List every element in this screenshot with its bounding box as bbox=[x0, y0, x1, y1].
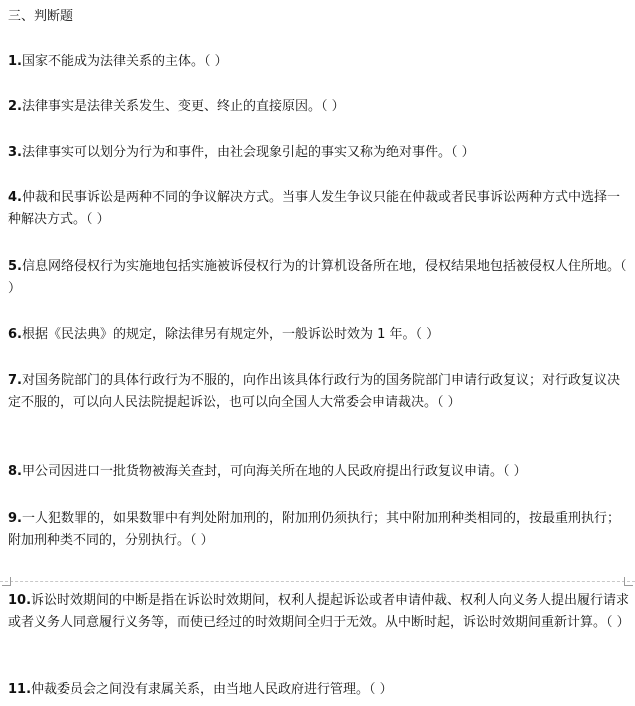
question-text: 信息网络侵权行为实施地包括实施被诉侵权行为的计算机设备所在地，侵权结果地包括被侵权人住所地。（ ） bbox=[8, 259, 627, 296]
question-number: 3. bbox=[8, 145, 22, 160]
section-title: 三、判断题 bbox=[8, 9, 74, 24]
question-text: 法律事实是法律关系发生、变更、终止的直接原因。（ ） bbox=[21, 99, 345, 114]
question-8 bbox=[8, 461, 630, 483]
question-text: 一人犯数罪的，如果数罪中有判处附加刑的，附加刑仍须执行；其中附加刑种类相同的，按最重刑执行；附加刑种类不同的，分别执行。（ ） bbox=[8, 511, 620, 548]
question-2 bbox=[8, 96, 630, 118]
question-text: 诉讼时效期间的中断是指在诉讼时效期间，权利人提起诉讼或者申请仲裁、权利人向义务人提出履行请求或者义务人同意履行义务等，而使已经过的时效期间全归于无效。从中断时起，诉讼时效期间重新计算。（ ） bbox=[8, 593, 630, 630]
question-4 bbox=[8, 187, 630, 231]
question-number: 10. bbox=[8, 593, 32, 608]
question-number: 6. bbox=[8, 327, 22, 342]
question-7 bbox=[8, 370, 630, 414]
question-6 bbox=[8, 324, 630, 346]
question-number: 5. bbox=[8, 259, 22, 274]
question-number: 4. bbox=[8, 190, 22, 205]
question-text: 对国务院部门的具体行政行为不服的，向作出该具体行政行为的国务院部门申请行政复议；对行政复议决定不服的，可以向人民法院提起诉讼，也可以向全国人大常委会申请裁决。（ ） bbox=[8, 373, 620, 410]
question-number: 2. bbox=[8, 99, 22, 114]
question-9 bbox=[8, 508, 630, 552]
page-corner-left-mark bbox=[2, 577, 11, 586]
question-number: 1. bbox=[8, 54, 22, 69]
question-text: 仲裁委员会之间没有隶属关系，由当地人民政府进行管理。（ ） bbox=[31, 682, 393, 697]
question-number: 8. bbox=[8, 464, 22, 479]
question-text: 仲裁和民事诉讼是两种不同的争议解决方式。当事人发生争议只能在仲裁或者民事诉讼两种方式中选择一种解决方式。（ ） bbox=[8, 190, 620, 227]
question-text: 国家不能成为法律关系的主体。（ ） bbox=[21, 54, 228, 69]
question-11 bbox=[8, 679, 630, 701]
page-corner-right-mark bbox=[624, 577, 633, 586]
question-5 bbox=[8, 256, 630, 300]
question-number: 9. bbox=[8, 511, 22, 526]
page-break-line bbox=[0, 581, 635, 582]
question-text: 甲公司因进口一批货物被海关查封，可向海关所在地的人民政府提出行政复议申请。（ ） bbox=[21, 464, 527, 479]
question-10 bbox=[8, 590, 630, 634]
question-3 bbox=[8, 142, 630, 164]
question-number: 7. bbox=[8, 373, 22, 388]
page-break-marker bbox=[0, 577, 635, 587]
question-text: 根据《民法典》的规定，除法律另有规定外，一般诉讼时效为 1 年。（ ） bbox=[21, 327, 440, 342]
question-text: 法律事实可以划分为行为和事件，由社会现象引起的事实又称为绝对事件。（ ） bbox=[21, 145, 475, 160]
question-number: 11. bbox=[8, 682, 32, 697]
question-1 bbox=[8, 51, 630, 73]
